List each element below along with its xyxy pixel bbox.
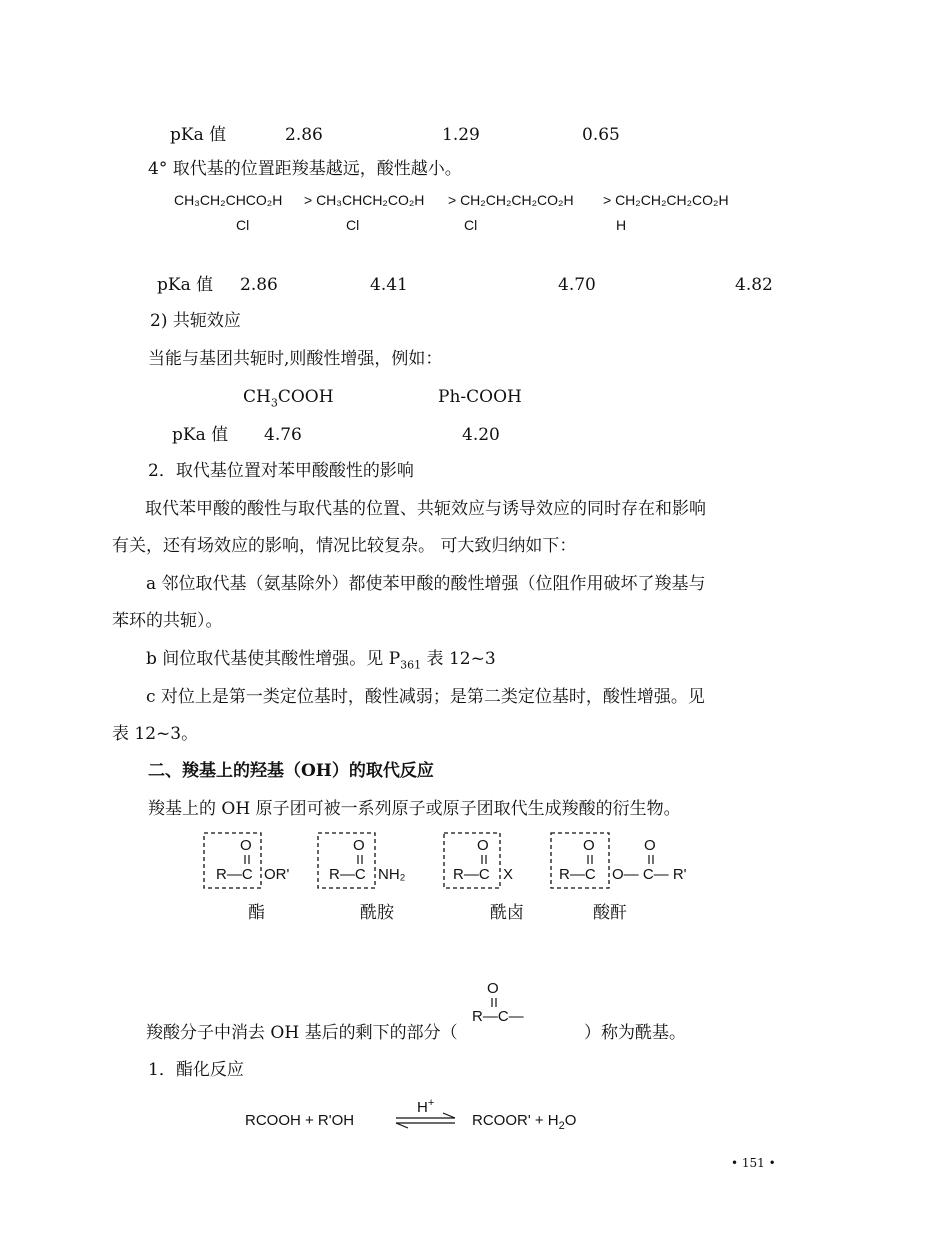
list-item-continuation: 苯环的共轭）。 <box>112 611 223 631</box>
substituent-label: Cl <box>464 217 478 233</box>
oxygen-atom: O <box>644 837 656 854</box>
pka-value: 4.41 <box>370 275 408 295</box>
pka-value: 4.82 <box>735 275 773 295</box>
substituent-label: Cl <box>346 217 360 233</box>
pka-label: pKa 值 <box>157 275 214 295</box>
list-item-continuation: 表 12~3。 <box>112 724 199 744</box>
paragraph-line: 取代苯甲酸的酸性与取代基的位置、共轭效应与诱导效应的同时存在和影响 <box>145 499 706 519</box>
acyl-structure: R—C— <box>472 1008 524 1025</box>
pka-value: 1.29 <box>442 125 480 145</box>
pka-label: pKa 值 <box>170 125 227 145</box>
compound-3: > CH₂CH₂CH₂CO₂H <box>448 192 574 208</box>
derivative-name: 酰卤 <box>490 903 524 923</box>
acyl-halide-structure-left: R—C <box>453 866 490 883</box>
pka-label: pKa 值 <box>172 425 229 445</box>
compound-4: > CH₂CH₂CH₂CO₂H <box>603 192 729 208</box>
catalyst: H+ <box>417 1097 435 1116</box>
products: RCOOR' + $H_2O$ <box>472 1112 577 1132</box>
pka-value: 2.86 <box>285 125 323 145</box>
pka-value: 2.86 <box>240 275 278 295</box>
compound-2: > CH₃CHCH₂CO₂H <box>304 192 425 208</box>
list-item: a 邻位取代基（氨基除外）都使苯甲酸的酸性增强（位阻作用破坏了羧基与 <box>146 574 706 594</box>
derivative-name: 酸酐 <box>593 903 627 923</box>
amide-structure-right: NH₂ <box>378 866 406 883</box>
oxygen-atom: O <box>487 980 499 997</box>
reactants: RCOOH + R'OH <box>245 1112 355 1129</box>
paragraph-line: 有关，还有场效应的影响，情况比较复杂。 可大致归纳如下： <box>112 536 577 556</box>
derivative-name: 酯 <box>248 903 265 923</box>
rule-text: 4° 取代基的位置距羧基越远，酸性越小。 <box>148 159 462 179</box>
derivative-name: 酰胺 <box>360 903 394 923</box>
compound-1: CH₃CH₂CHCO₂H <box>174 192 283 208</box>
section-heading: 2) 共轭效应 <box>150 311 241 331</box>
ester-structure-left: R—C <box>216 866 253 883</box>
oxygen-atom: O <box>353 837 365 854</box>
pka-value: 4.76 <box>264 425 302 445</box>
paragraph: 羧基上的 OH 原子团可被一系列原子或原子团取代生成羧酸的衍生物。 <box>148 799 681 819</box>
section-heading: 1．酯化反应 <box>148 1060 244 1080</box>
paragraph: 当能与基团共轭时,则酸性增强，例如： <box>148 349 443 369</box>
pka-value: 4.70 <box>558 275 596 295</box>
substituent-label: H <box>616 217 627 233</box>
paragraph: 羧酸分子中消去 OH 基后的剩下的部分（ <box>146 1023 458 1043</box>
anhydride-structure-left: R—C <box>559 866 596 883</box>
list-item: c 对位上是第一类定位基时，酸性减弱；是第二类定位基时，酸性增强。见 <box>146 687 705 707</box>
paragraph: ）称为酰基。 <box>584 1023 686 1043</box>
oxygen-atom: O <box>240 837 252 854</box>
oxygen-atom: O <box>477 837 489 854</box>
amide-structure-left: R—C <box>329 866 366 883</box>
pka-value: 0.65 <box>582 125 620 145</box>
formula-acetic-acid: $CH_3COOH$ <box>243 387 334 410</box>
section-heading: 2．取代基位置对苯甲酸酸性的影响 <box>148 461 414 481</box>
oxygen-atom: O <box>583 837 595 854</box>
substituent-label: Cl <box>236 217 250 233</box>
acyl-halide-structure-right: X <box>503 866 514 883</box>
pka-value: 4.20 <box>462 425 500 445</box>
anhydride-structure-right: O— C— R' <box>612 866 687 883</box>
formula-benzoic-acid: Ph-COOH <box>438 387 522 407</box>
list-item: b 间位取代基使其酸性增强。见 $P_{361}$ 表 12~3 <box>146 649 496 672</box>
ester-structure-right: OR' <box>264 866 290 883</box>
page-number: • 151 • <box>731 1156 776 1170</box>
part-heading: 二、羧基上的羟基（OH）的取代反应 <box>148 761 434 781</box>
